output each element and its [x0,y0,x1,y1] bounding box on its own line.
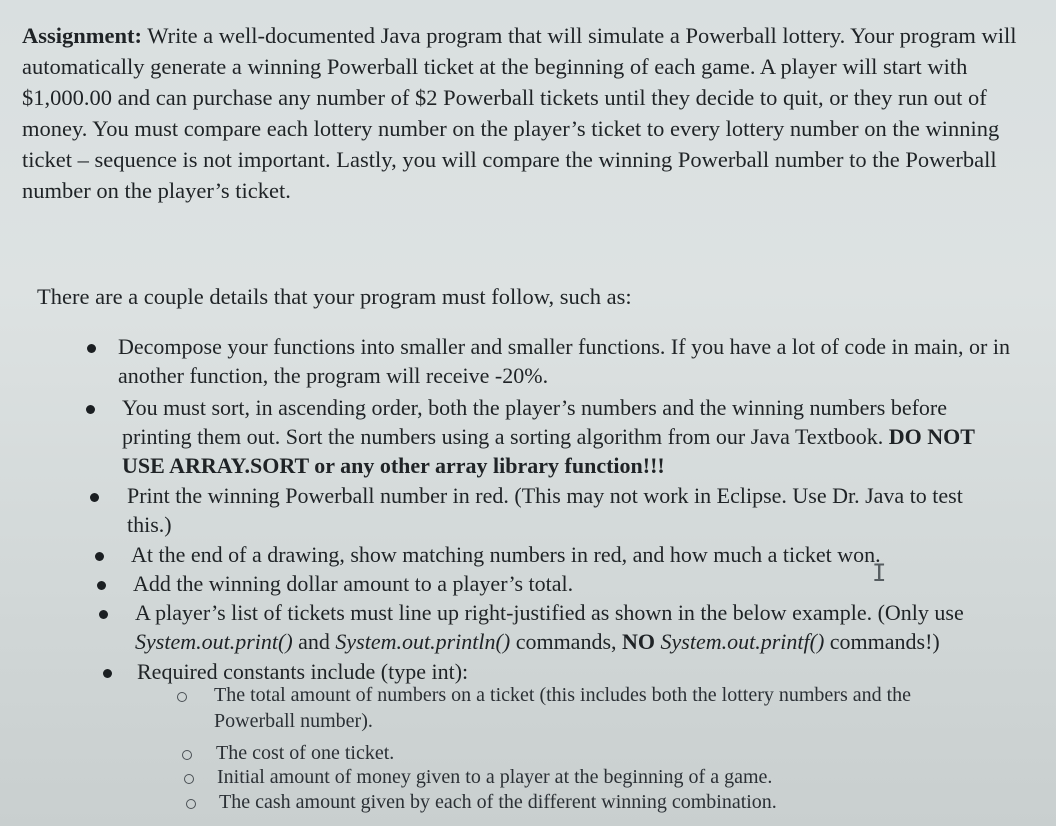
constant-text: The cash amount given by each of the different winning combination. [219,791,777,813]
requirement-text: Add the winning dollar amount to a player’s total. [133,571,574,596]
requirement-item [133,569,993,598]
requirement-text: Decompose your functions into smaller and smaller functions. If you have a lot of code in main, or in another function, the program will receive -20%. [118,334,1010,388]
bullet-icon [87,344,96,353]
requirement-item [122,393,1022,480]
text-cursor-icon: I [872,559,887,587]
requirement-text-start: A player’s list of tickets must line up right-justified as shown in the below example. (Only use [135,600,964,625]
constant-text: The total amount of numbers on a ticket (this includes both the lottery numbers and the Powerball number). [214,684,912,732]
circle-bullet-icon [184,774,194,784]
assignment-text: Write a well-documented Java program that will simulate a Powerball lottery. Your program will automatically generate a winning Powerball ticket at the beginning of each game. A player will start with $1,000.00 and can purchase any number of $2 Powerball tickets until they decide to quit, or they run out of money. You must compare each lottery number on the player’s ticket to every lottery number on the winning ticket – sequence is not important. Lastly, you will compare the winning Powerball number to the Powerball number on the player’s ticket. [22,23,1017,203]
requirement-item [127,481,1007,539]
bullet-icon [97,581,106,590]
requirements-lead: There are a couple details that your program must follow, such as: [37,284,632,309]
bullet-icon [99,610,108,619]
requirement-item [118,332,1018,390]
circle-bullet-icon [182,750,192,760]
requirement-emphasis: DO NOT USE ARRAY.SORT or any other array library function!!! [122,424,975,478]
circle-bullet-icon [186,799,196,809]
requirement-text: Required constants include (type int): [137,659,469,684]
code-print: System.out.print() [135,629,293,654]
requirement-text: You must sort, in ascending order, both the player’s numbers and the winning numbers before printing them out. Sort the numbers using a sorting algorithm from our Java Textbook. [122,395,947,449]
requirement-text-end: commands!) [824,629,940,654]
requirement-text-and: and [292,629,336,654]
constant-text: The cost of one ticket. [216,742,395,764]
constant-item [214,682,994,734]
code-println: System.out.println() [335,629,511,654]
assignment-label: Assignment: [22,23,143,48]
constant-item [219,789,999,815]
bullet-icon [90,493,99,502]
circle-bullet-icon [177,692,187,702]
bullet-icon [95,552,104,561]
requirement-emphasis: NO [622,629,656,654]
code-printf: System.out.printf() [660,629,825,654]
requirement-text-commands: commands, [510,629,623,654]
requirement-item [135,598,1005,656]
constant-item [217,764,997,790]
bullet-icon [86,405,95,414]
requirement-text: At the end of a drawing, show matching numbers in red, and how much a ticket won. [131,542,881,567]
bullet-icon [103,669,112,678]
constant-text: Initial amount of money given to a player at the beginning of a game. [217,766,773,788]
requirement-text: Print the winning Powerball number in red. (This may not work in Eclipse. Use Dr. Java to test this.) [127,483,963,537]
constant-item [216,740,996,766]
